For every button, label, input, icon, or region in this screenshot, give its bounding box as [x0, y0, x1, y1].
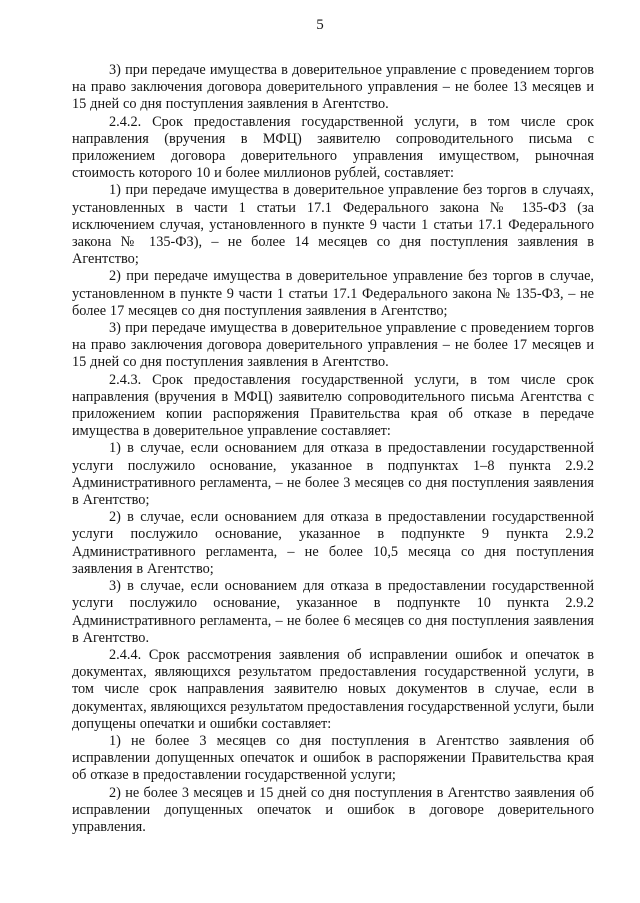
- paragraph: 2.4.2. Срок предоставления государственной услуги, в том числе срок направления (вручения в МФЦ) заявителю сопроводительного письма с приложением договора доверительного управления имуществом, рыночная стоимость которого 10 и более миллионов рублей, составляет:: [72, 113, 594, 182]
- paragraph: 1) в случае, если основанием для отказа в предоставлении государственной услуги послужило основание, указанное в подпунктах 1–8 пункта 2.9.2 Административного регламента, – не более 3 месяцев со дня поступления заявления в Агентство;: [72, 440, 594, 509]
- paragraph: 2.4.3. Срок предоставления государственной услуги, в том числе срок направления (вручения в МФЦ) заявителю сопроводительного письма Агентства с приложением копии распоряжения Правительства края об отказе в передаче имущества в доверительное управление составляет:: [72, 371, 594, 440]
- page-number: 5: [316, 17, 324, 33]
- paragraph: 2) в случае, если основанием для отказа в предоставлении государственной услуги послужило основание, указанное в подпункте 9 пункта 2.9.2 Административного регламента, – не более 10,5 месяца со дня поступления заявления в Агентство;: [72, 509, 594, 577]
- paragraph: 2.4.4. Срок рассмотрения заявления об исправлении ошибок и опечаток в документах, являющихся результатом предоставления государственной услуги, в том числе срок направления заявителю новых документов в случае, если в документах, являющихся результатом предоставления государственной услуги, были допущены опечатки и ошибки составляет:: [72, 646, 594, 732]
- paragraph: 3) при передаче имущества в доверительное управление с проведением торгов на право заключения договора доверительного управления – не более 13 месяцев и 15 дней со дня поступления заявления в Агентство.: [72, 62, 594, 113]
- paragraph: 2) не более 3 месяцев и 15 дней со дня поступления в Агентство заявления об исправлении допущенных опечаток и ошибок в договоре доверительного управления.: [72, 784, 594, 835]
- paragraph: 3) при передаче имущества в доверительное управление с проведением торгов на право заключения договора доверительного управления – не более 17 месяцев и 15 дней со дня поступления заявления в Агентство.: [72, 320, 594, 371]
- paragraph: 1) при передаче имущества в доверительное управление без торгов в случаях, установленных в части 1 статьи 17.1 Федерального закона № 135-ФЗ (за исключением случая, установленного в пункте 9 части 1 статьи 17.1 Федерального закона № 135-ФЗ), – не более 14 месяцев со дня поступления заявления в Агентство;: [72, 182, 594, 268]
- paragraph: 3) в случае, если основанием для отказа в предоставлении государственной услуги послужило основание, указанное в подпункте 10 пункта 2.9.2 Административного регламента, – не более 6 месяцев со дня поступления заявления в Агентство.: [72, 578, 594, 646]
- paragraph: 1) не более 3 месяцев со дня поступления в Агентство заявления об исправлении допущенных опечаток и ошибок в распоряжении Правительства края об отказе в предоставлении государственной услуги;: [72, 732, 594, 784]
- paragraph: 2) при передаче имущества в доверительное управление без торгов в случае, установленном в пункте 9 части 1 статьи 17.1 Федерального закона № 135-ФЗ, – не более 17 месяцев со дня поступления заявления в Агентство;: [72, 268, 594, 319]
- document-body: [72, 62, 594, 836]
